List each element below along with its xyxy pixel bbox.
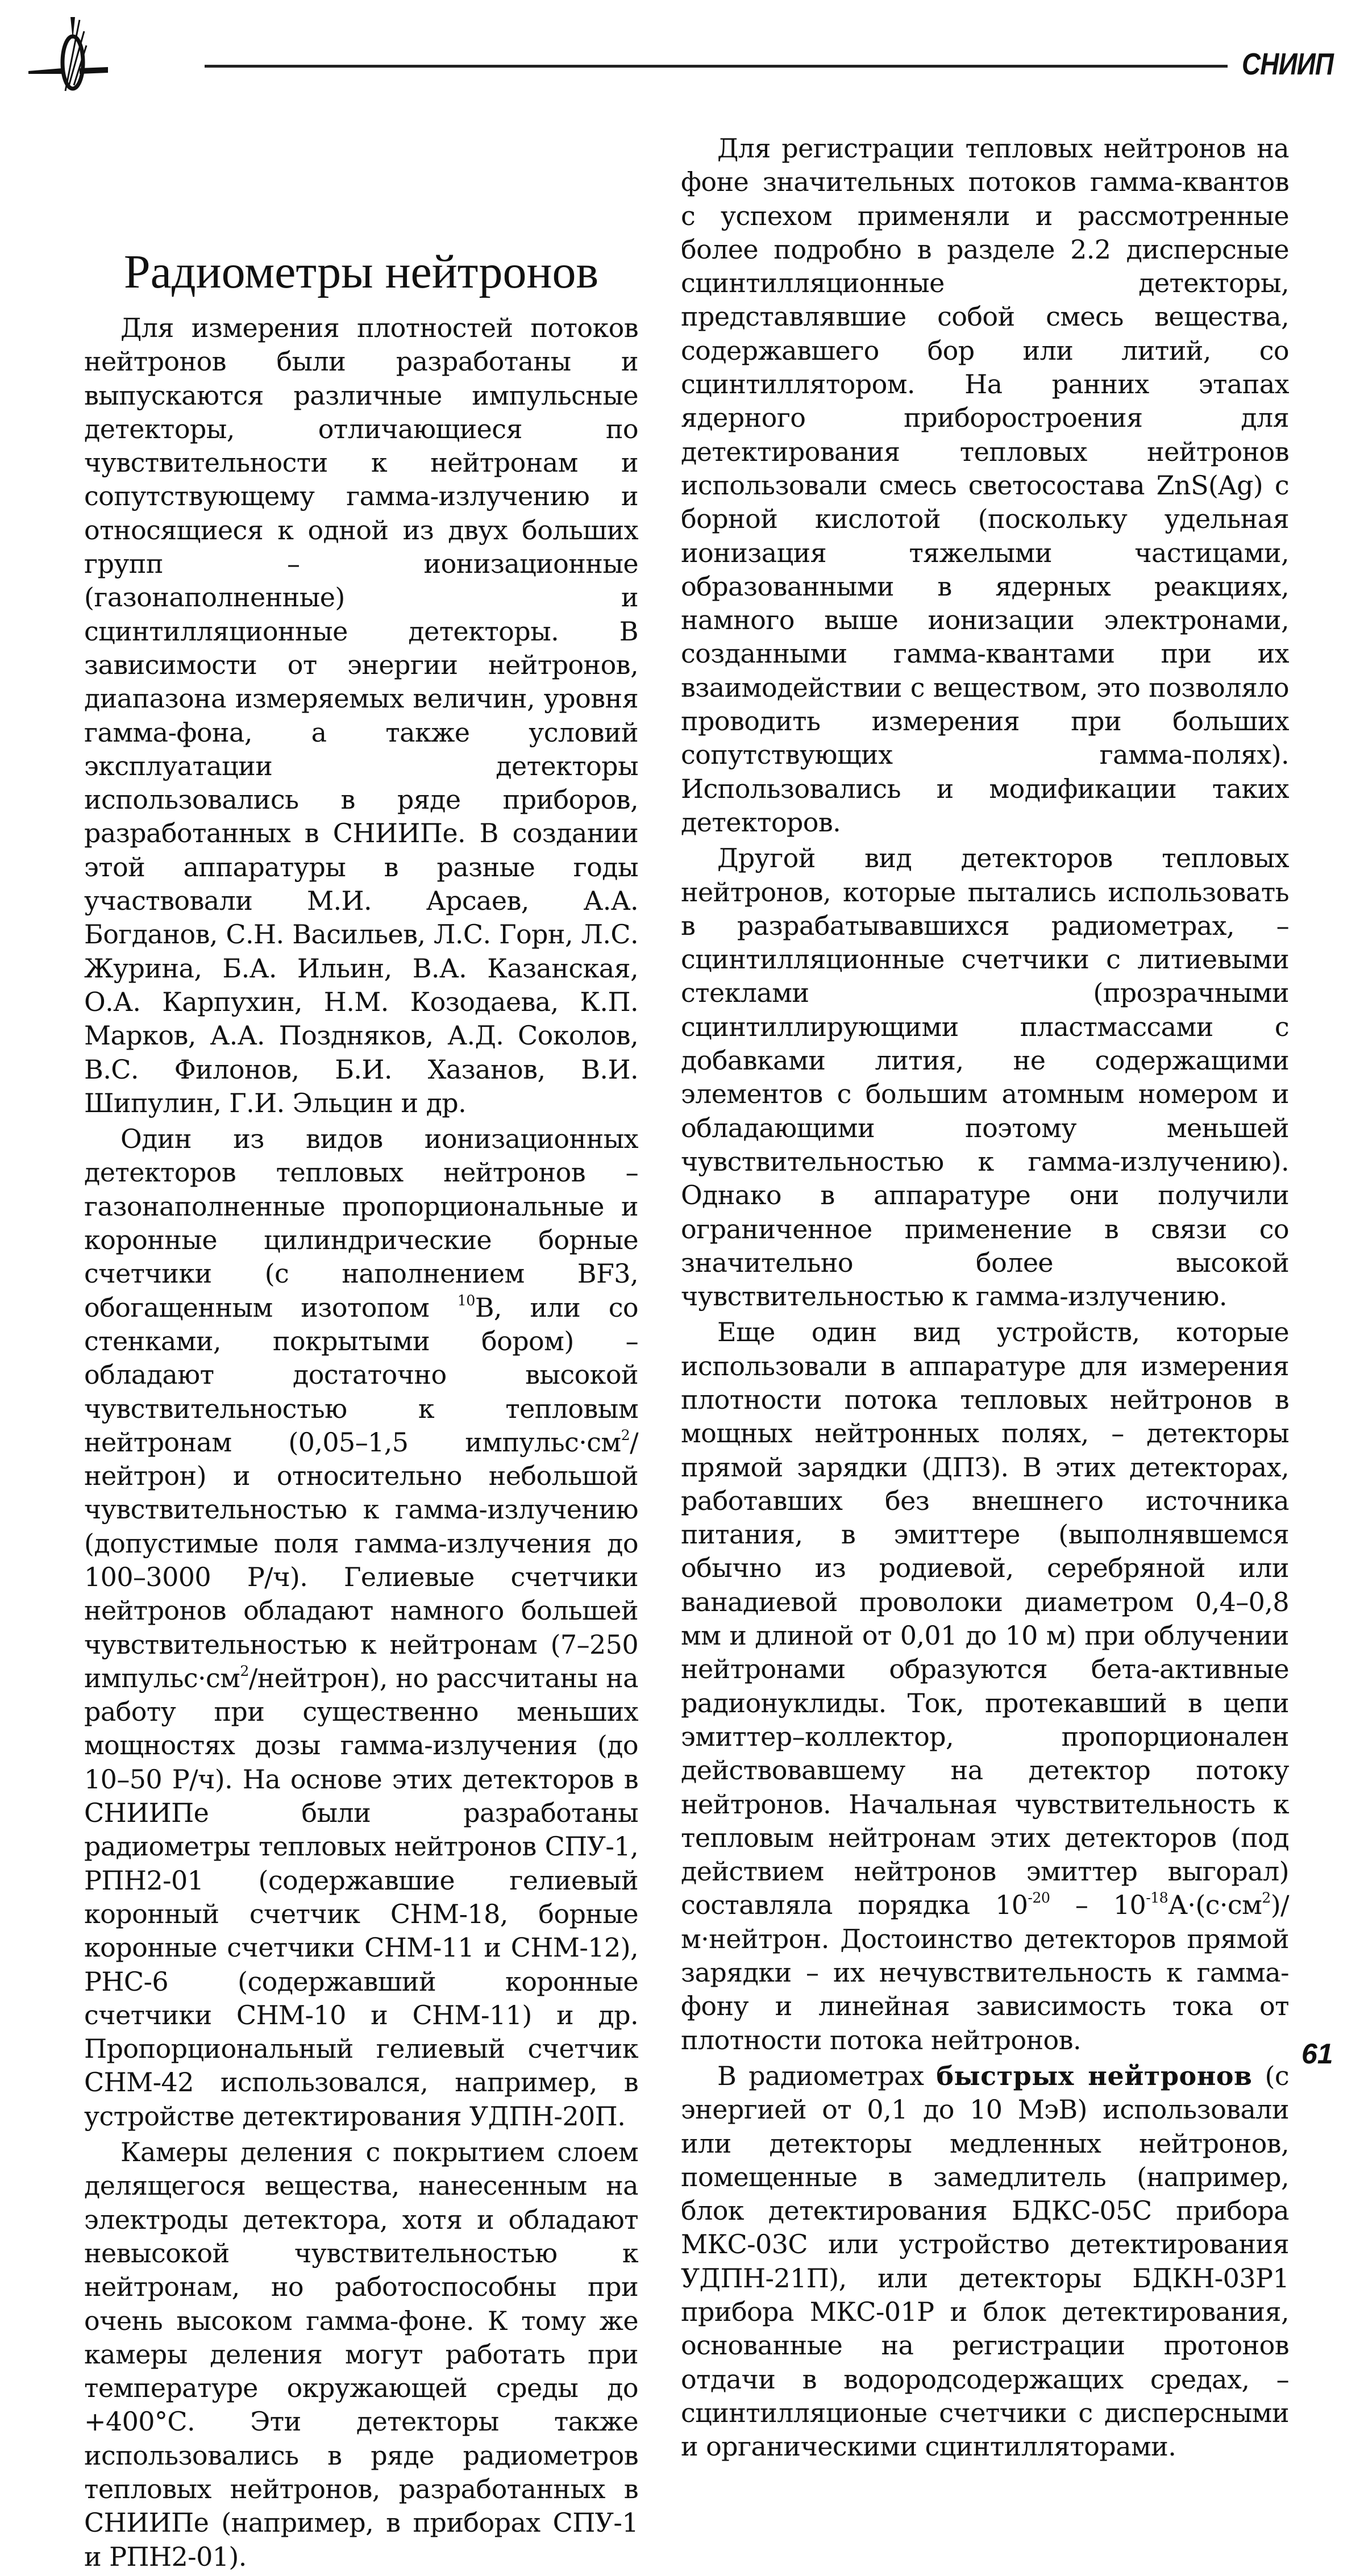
text-run: /нейтрон) и относительно небольшой чувствительностью к гамма-излучению (допустимые поля гамма-излучения до 100–3000 Р/ч). Гелиевые счетчики нейтронов обладают намного большей чувствительностью к нейтронам (7–250 импульс·см bbox=[84, 1426, 638, 1693]
header-rule bbox=[205, 65, 1228, 68]
text-run: Для регистрации тепловых нейтронов на фоне значительных потоков гамма-квантов с успехом применяли и рассмотренные более подробно в разделе 2.2 дисперсные сцинтилляционные детекторы, представлявшие собой смесь вещества, содержавшего бор или литий, со сцинтиллятором. На ранних этапах ядерного приборостроения для детектирования тепловых нейтронов использовали смесь светосостава ZnS(Ag) с борной кислотой (поскольку удельная ионизация тяжелыми частицами, образованными в ядерных реакциях, намного выше ионизации электронами, созданными гамма-квантами при их взаимодействии с веществом, это позволяло проводить измерения при больших сопутствующих гамма-полях). Использовались и модификации таких детекторов. bbox=[681, 133, 1289, 838]
text-run: Другой вид детекторов тепловых нейтронов, которые пытались использовать в разрабатывавшихся радиометрах, – сцинтилляционные счетчики с литиевыми стеклами (прозрачными сцинтиллирующими пластмассами с добавками лития, не содержащими элементов с большим атомным номером и обладающими поэтому меньшей чувствительностью к гамма-излучению). Однако в аппаратуре они получили ограниченное применение в связи со значительно более высокой чувствительностью к гамма-излучению. bbox=[681, 843, 1289, 1312]
text-run: /нейтрон), но рассчитаны на работу при существенно меньших мощностях дозы гамма-излучения (до 10–50 Р/ч). На основе этих детекторов в СНИИПе были разработаны радиометры тепловых нейтронов СПУ-1, РПН2-01 (содержавшие гелиевый коронный счетчик СНМ-18, борные коронные счетчики СНМ-11 и СНМ-12), РНС-6 (содержавший коронные счетчики СНМ-10 и СНМ-11) и др. Пропорциональный гелиевый счетчик СНМ-42 использовался, например, в устройстве детектирования УДПН-20П. bbox=[84, 1662, 638, 2132]
page-number: 61 bbox=[1301, 2038, 1333, 2070]
superscript: 2 bbox=[240, 1662, 249, 1679]
paragraph bbox=[84, 2136, 638, 2574]
text-run: )/м·нейтрон. Достоинство детекторов прямой зарядки – их нечувствительность к гамма-фону и линейная зависимость тока от плотности потока нейтронов. bbox=[681, 1890, 1290, 2055]
paragraph bbox=[681, 132, 1289, 839]
paragraph bbox=[681, 842, 1289, 1313]
paragraph bbox=[84, 311, 638, 1120]
text-run: А·(с·см bbox=[1168, 1890, 1262, 1921]
text-run: Для измерения плотностей потоков нейтронов были разработаны и выпускаются различные импульсные детекторы, отличающиеся по чувствительности к нейтронам и сопутствующему гамма-излучению и относящиеся к одной из двух больших групп – ионизационные (газонаполненные) и сцинтилляционные детекторы. В зависимости от энергии нейтронов, диапазона измеряемых величин, уровня гамма-фона, а также условий эксплуатации детекторы использовались в ряде приборов, разработанных в СНИИПе. В создании этой аппаратуры в разные годы участвовали М.И. Арсаев, А.А. Богданов, С.Н. Васильев, Л.С. Горн, Л.С. Журина, Б.А. Ильин, В.А. Казанская, О.А. Карпухин, Н.М. Козодаева, К.П. Марков, А.А. Поздняков, А.Д. Соколов, В.С. Филонов, Б.И. Хазанов, В.И. Шипулин, Г.И. Эльцин и др. bbox=[84, 313, 638, 1118]
header-brand: СНИИП bbox=[1242, 47, 1334, 81]
sniip-logo-icon bbox=[23, 6, 210, 97]
text-run: В радиометрах bbox=[717, 2060, 937, 2091]
text-run: Еще один вид устройств, которые использовали в аппаратуре для измерения плотности потока тепловых нейтронов в мощных нейтронных полях, – детекторы прямой зарядки (ДПЗ). В этих детекторах, работавших без внешнего источника питания, в эмиттере (выполнявшемся обычно из родиевой, серебряной или ванадиевой проволоки диаметром 0,4–0,8 мм и длиной от 0,01 до 10 м) при облучении нейтронами образуются бета-активные радионуклиды. Ток, протекавший в цепи эмиттер–коллектор, пропорционален действовавшему на детектор потоку нейтронов. Начальная чувствительность к тепловым нейтронам этих детекторов (под действием нейтронов эмиттер выгорал) составляла порядка 10 bbox=[681, 1317, 1289, 1921]
text-run: B, или со стенками, покрытыми бором) – обладают достаточно высокой чувствительностью к тепловым нейтронам (0,05–1,5 импульс·см bbox=[84, 1292, 638, 1458]
text-run: Камеры деления с покрытием слоем делящегося вещества, нанесенным на электроды детектора, хотя и обладают невысокой чувствительностью к нейтронам, но работоспособны при очень высоком гамма-фоне. К тому же камеры деления могут работать при температуре окружающей среды до +400°С. Эти детекторы также использовались в ряде радиометров тепловых нейтронов, разработанных в СНИИПе (например, в приборах СПУ-1 и РПН2-01). bbox=[84, 2137, 638, 2572]
text-run: – 10 bbox=[1050, 1890, 1146, 1921]
superscript: -20 bbox=[1028, 1890, 1050, 1907]
bold-term: быстрых нейтронов bbox=[936, 2060, 1253, 2091]
text-run: (с энергией от 0,1 до 10 МэВ) использовали или детекторы медленных нейтронов, помещенные в замедлитель (например, блок детектирования БДКС-05С прибора МКС-03С или устройство детектирования УДПН-21П), или детекторы БДКН-03Р1 прибора МКС-01Р и блок детектирования, основанные на регистрации протонов отдачи в водородсодержащих средах, – сцинтилляционые счетчики с дисперсными и органическими сцинтилляторами. bbox=[681, 2060, 1289, 2462]
text-run: Один из видов ионизационных детекторов тепловых нейтронов – газонаполненные пропорциональные и коронные цилиндрические борные счетчики (с наполнением BF3, обогащенным изотопом bbox=[84, 1123, 638, 1323]
superscript: 10 bbox=[457, 1292, 475, 1309]
superscript: -18 bbox=[1146, 1890, 1168, 1907]
left-column bbox=[84, 311, 638, 2576]
paragraph bbox=[681, 1316, 1289, 2057]
article-title: Радиометры нейтронов bbox=[123, 245, 599, 298]
right-column bbox=[681, 132, 1289, 2466]
paragraph bbox=[681, 2059, 1289, 2464]
paragraph bbox=[84, 1122, 638, 2133]
superscript: 2 bbox=[1262, 1890, 1271, 1907]
superscript: 2 bbox=[621, 1426, 630, 1443]
